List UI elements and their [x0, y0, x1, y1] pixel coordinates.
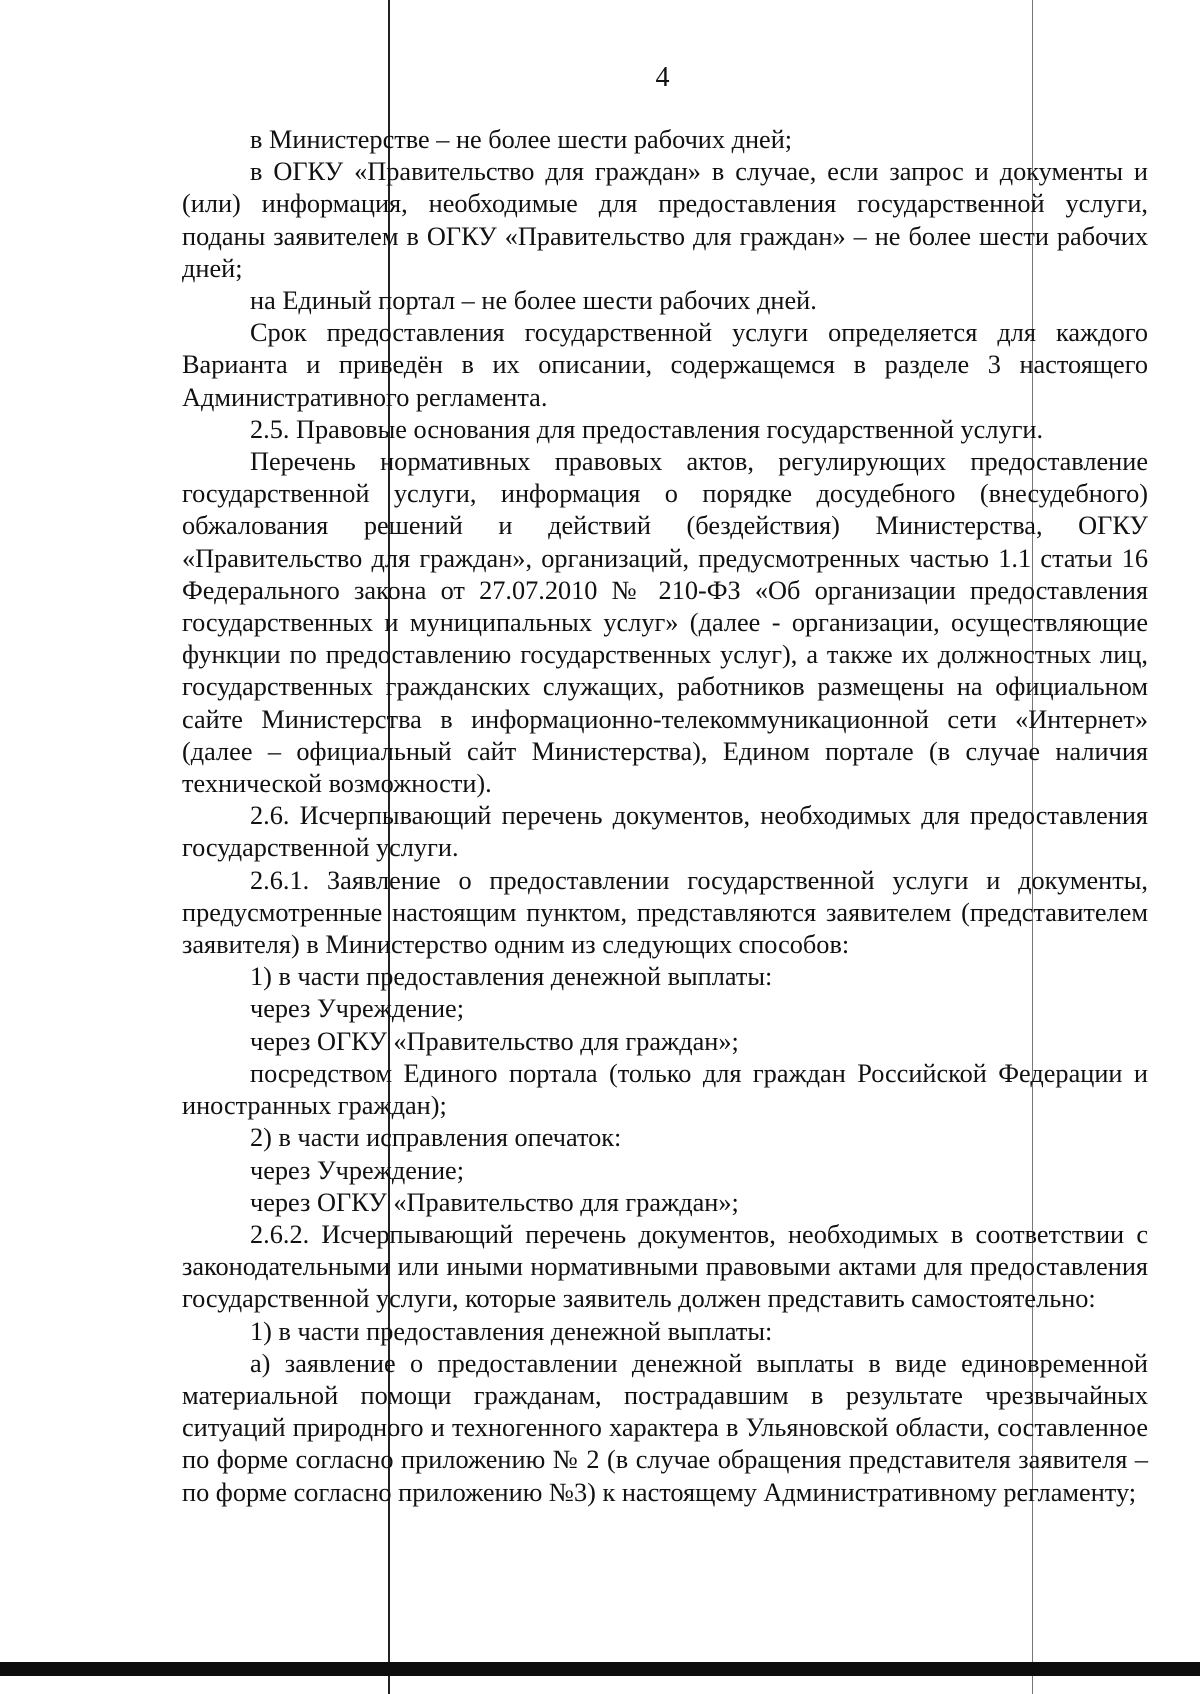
list-item: через ОГКУ «Правительство для граждан»; [250, 1026, 739, 1056]
paragraph: в Министерстве – не более шести рабочих дней; [250, 125, 793, 154]
list-item: 1) в части предоставления денежной выплаты: [250, 962, 773, 992]
list-item: 1) в части предоставления денежной выплаты: [250, 1316, 773, 1346]
list-item: посредством Единого портала (только для граждан Российской Федерации и иностранных граждан); [182, 1058, 1148, 1121]
section-heading: 2.6. Исчерпывающий перечень документов, необходимых для предоставления государственной услуги. [182, 801, 1148, 863]
scan-bottom-edge [0, 1662, 1200, 1676]
paragraph: на Единый портал – не более шести рабочих дней. [250, 286, 817, 316]
paragraph: 2.6.1. Заявление о предоставлении государственной услуги и документы, предусмотренные настоящим пунктом, представляются заявителем (представителем заявителя) в Министерство одним из следующих способов: [182, 865, 1148, 960]
page-number: 4 [655, 62, 670, 93]
paragraph: Срок предоставления государственной услуги определяется для каждого Варианта и приведён в их описании, содержащемся в разделе 3 настоящего Административного регламента. [182, 318, 1148, 412]
section-heading: 2.5. Правовые основания для предоставления государственной услуги. [250, 414, 1044, 444]
document-body [182, 124, 1148, 1509]
list-item: через ОГКУ «Правительство для граждан»; [250, 1187, 739, 1217]
list-item: через Учреждение; [250, 1155, 465, 1185]
list-item: через Учреждение; [250, 994, 465, 1024]
paragraph: а) заявление о предоставлении денежной выплаты в виде единовременной материальной помощи гражданам, пострадавшим в результате чрезвычайных ситуаций природного и техногенного характера в Ульяновской области, составленное по форме согласно приложению № 2 (в случае обращения представителя заявителя – по форме согласно приложению №3) к настоящему Административному регламенту; [182, 1348, 1148, 1507]
paragraph: в ОГКУ «Правительство для граждан» в случае, если запрос и документы и (или) информация, необходимые для предоставления государственной услуги, поданы заявителем в ОГКУ «Правительство для граждан» – не более шести рабочих дней; [182, 157, 1148, 283]
paragraph: Перечень нормативных правовых актов, регулирующих предоставление государственной услуги, информация о порядке досудебного (внесудебного) обжалования решений и действий (бездействия) Министерства, ОГКУ «Правительство для граждан», организаций, предусмотренных частью 1.1 статьи 16 Федерального закона от 27.07.2010 № 210-ФЗ «Об организации предоставления государственных и муниципальных услуг» (далее - организации, осуществляющие функции по предоставлению государственных услуг), а также их должностных лиц, государственных гражданских служащих, работников размещены на официальном сайте Министерства в информационно-телекоммуникационной сети «Интернет» (далее – официальный сайт Министерства), Едином портале (в случае наличия технической возможности). [182, 447, 1148, 799]
paragraph: 2.6.2. Исчерпывающий перечень документов, необходимых в соответствии с законодательными или иными нормативными правовыми актами для предоставления государственной услуги, которые заявитель должен представить самостоятельно: [182, 1219, 1148, 1314]
list-item: 2) в части исправления опечаток: [250, 1123, 622, 1153]
